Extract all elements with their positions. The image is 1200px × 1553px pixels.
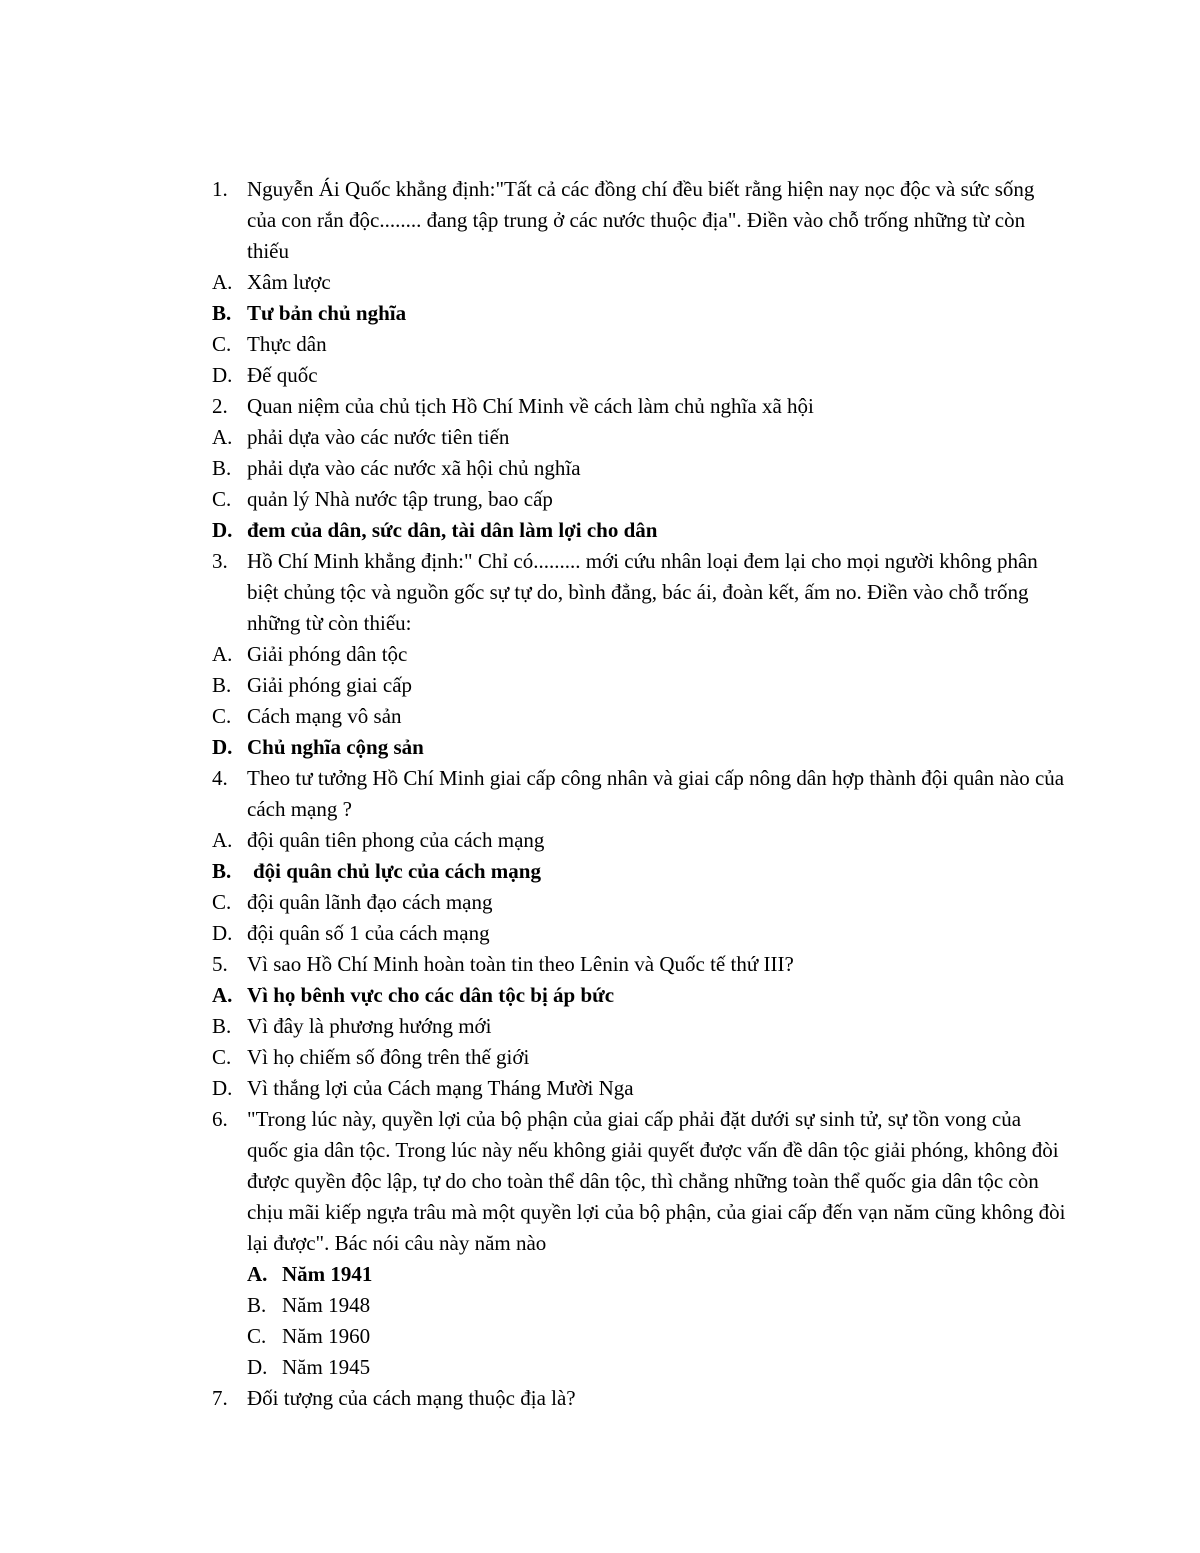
option-c <box>0 484 1200 515</box>
option-d-answer <box>0 515 1200 546</box>
option-letter: B. <box>212 456 232 480</box>
question-text: Quan niệm của chủ tịch Hồ Chí Minh về cách làm chủ nghĩa xã hội <box>247 394 814 418</box>
question-4 <box>0 763 1200 825</box>
question-number: 2. <box>212 394 228 418</box>
question-number: 7. <box>212 1386 228 1410</box>
option-d <box>0 1073 1200 1104</box>
option-text: Năm 1945 <box>282 1355 371 1379</box>
option-letter: B. <box>212 301 232 325</box>
option-letter: B. <box>212 1014 232 1038</box>
question-1 <box>0 174 1200 267</box>
option-letter: C. <box>247 1324 267 1348</box>
option-text: đội quân số 1 của cách mạng <box>247 921 490 945</box>
option-text: phải dựa vào các nước tiên tiến <box>247 425 510 449</box>
question-text: Đối tượng của cách mạng thuộc địa là? <box>247 1386 576 1410</box>
option-c <box>0 887 1200 918</box>
option-letter: C. <box>212 487 232 511</box>
question-text: Hồ Chí Minh khẳng định:" Chỉ có......... mới cứu nhân loại đem lại cho mọi người không phân biệt chủng tộc và nguồn gốc sự tự do, bình đẳng, bác ái, đoàn kết, ấm no. Điền vào chỗ trống những từ còn thiếu: <box>247 549 1038 635</box>
option-a <box>0 267 1200 298</box>
option-text: đội quân lãnh đạo cách mạng <box>247 890 493 914</box>
option-d <box>0 918 1200 949</box>
option-letter: D. <box>212 518 233 542</box>
option-text: Cách mạng vô sản <box>247 704 402 728</box>
option-b <box>0 453 1200 484</box>
question-7 <box>0 1383 1200 1414</box>
option-a-answer <box>0 980 1200 1011</box>
option-a-answer <box>0 1259 1200 1290</box>
option-letter: B. <box>212 859 232 883</box>
option-letter: D. <box>212 921 233 945</box>
option-d <box>0 360 1200 391</box>
question-text: Nguyễn Ái Quốc khẳng định:"Tất cả các đồng chí đều biết rằng hiện nay nọc độc và sức sống của con rắn độc........ đang tập trung ở các nước thuộc địa". Điền vào chỗ trống những từ còn thiếu <box>247 177 1035 263</box>
option-letter: C. <box>212 890 232 914</box>
option-d-answer <box>0 732 1200 763</box>
question-text: Theo tư tưởng Hồ Chí Minh giai cấp công nhân và giai cấp nông dân hợp thành đội quân nào của cách mạng ? <box>247 766 1065 821</box>
option-c <box>0 701 1200 732</box>
option-letter: D. <box>212 363 233 387</box>
option-text: Đế quốc <box>247 363 318 387</box>
option-letter: D. <box>212 735 233 759</box>
option-d <box>0 1352 1200 1383</box>
option-text: Vì đây là phương hướng mới <box>247 1014 492 1038</box>
option-letter: B. <box>212 673 232 697</box>
option-text: Vì họ chiếm số đông trên thế giới <box>247 1045 530 1069</box>
document-page <box>0 174 1200 1414</box>
option-a <box>0 422 1200 453</box>
option-text: Năm 1960 <box>282 1324 371 1348</box>
option-text: đội quân tiên phong của cách mạng <box>247 828 545 852</box>
option-letter: C. <box>212 1045 232 1069</box>
option-letter: D. <box>247 1355 268 1379</box>
option-b-answer <box>0 298 1200 329</box>
option-letter: A. <box>212 983 233 1007</box>
option-b <box>0 1011 1200 1042</box>
option-text: phải dựa vào các nước xã hội chủ nghĩa <box>247 456 581 480</box>
option-text: đem của dân, sức dân, tài dân làm lợi cho dân <box>247 518 658 542</box>
option-letter: A. <box>212 642 233 666</box>
question-text: "Trong lúc này, quyền lợi của bộ phận của giai cấp phải đặt dưới sự sinh tử, sự tồn vong của quốc gia dân tộc. Trong lúc này nếu không giải quyết được vấn đề dân tộc giải phóng, không đòi được quyền độc lập, tự do cho toàn thể dân tộc, thì chẳng những toàn thể quốc gia dân tộc còn chịu mãi kiếp ngựa trâu mà một quyền lợi của bộ phận, của giai cấp đến vạn năm cũng không đòi lại được". Bác nói câu này năm nào <box>247 1107 1066 1255</box>
option-b <box>0 670 1200 701</box>
option-letter: B. <box>247 1293 267 1317</box>
option-text: Giải phóng giai cấp <box>247 673 413 697</box>
option-letter: D. <box>212 1076 233 1100</box>
option-text: Chủ nghĩa cộng sản <box>247 735 424 759</box>
option-c <box>0 329 1200 360</box>
option-letter: A. <box>247 1262 268 1286</box>
question-number: 1. <box>212 177 228 201</box>
question-6 <box>0 1104 1200 1259</box>
option-letter: C. <box>212 704 232 728</box>
option-text: quản lý Nhà nước tập trung, bao cấp <box>247 487 553 511</box>
option-letter: A. <box>212 828 233 852</box>
option-text: Giải phóng dân tộc <box>247 642 408 666</box>
question-number: 3. <box>212 549 228 573</box>
option-b-answer <box>0 856 1200 887</box>
option-text: Thực dân <box>247 332 327 356</box>
option-letter: A. <box>212 270 233 294</box>
question-2 <box>0 391 1200 422</box>
option-text: Năm 1941 <box>282 1262 373 1286</box>
option-c <box>0 1042 1200 1073</box>
option-letter: C. <box>212 332 232 356</box>
option-text: đội quân chủ lực của cách mạng <box>253 859 541 883</box>
option-a <box>0 639 1200 670</box>
option-b <box>0 1290 1200 1321</box>
question-number: 6. <box>212 1107 228 1131</box>
option-letter: A. <box>212 425 233 449</box>
option-text: Vì họ bênh vực cho các dân tộc bị áp bức <box>247 983 615 1007</box>
option-a <box>0 825 1200 856</box>
option-c <box>0 1321 1200 1352</box>
option-text: Vì thắng lợi của Cách mạng Tháng Mười Nga <box>247 1076 634 1100</box>
option-text: Năm 1948 <box>282 1293 371 1317</box>
question-text: Vì sao Hồ Chí Minh hoàn toàn tin theo Lênin và Quốc tế thứ III? <box>247 952 794 976</box>
option-text: Tư bản chủ nghĩa <box>247 301 407 325</box>
question-number: 5. <box>212 952 228 976</box>
question-number: 4. <box>212 766 228 790</box>
question-3 <box>0 546 1200 639</box>
option-text: Xâm lược <box>247 270 331 294</box>
question-5 <box>0 949 1200 980</box>
